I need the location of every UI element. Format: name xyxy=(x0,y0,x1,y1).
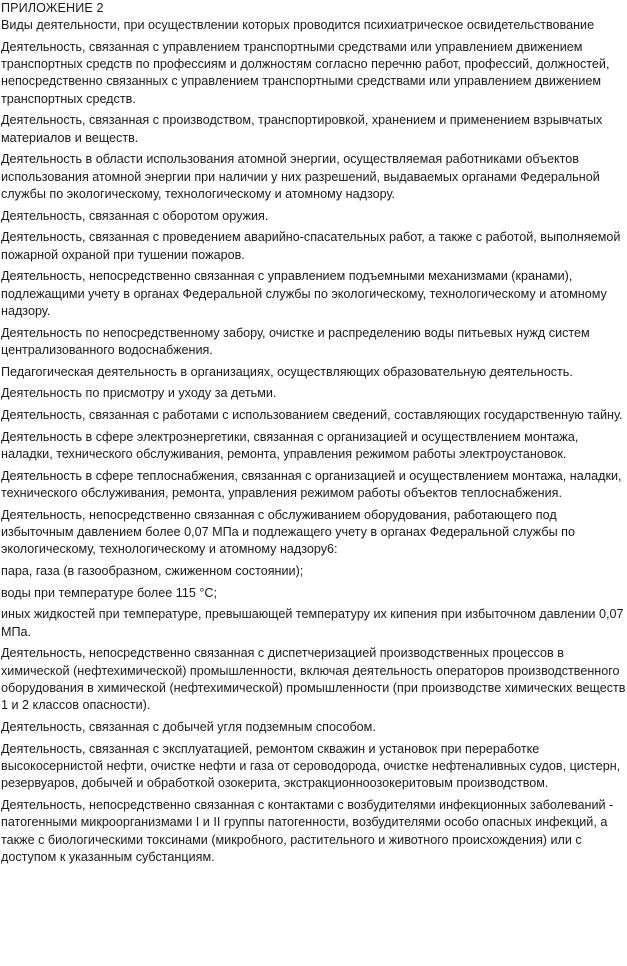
list-item: воды при температуре более 115 °С; xyxy=(1,585,217,600)
paragraph: Педагогическая деятельность в организациях, осуществляющих образовательную деятельность. xyxy=(1,364,573,379)
paragraph: Деятельность в сфере электроэнергетики, связанная с организацией и осуществлением монтажа, наладки, технического обслуживания, ремонта, управления режимом работы электроустановок. xyxy=(1,429,579,461)
paragraph: Деятельность, связанная с оборотом оружия. xyxy=(1,208,269,223)
paragraph: Деятельность, связанная с работами с использованием сведений, составляющих государственную тайну. xyxy=(1,408,623,422)
paragraph: Деятельность, связанная с эксплуатацией, ремонтом скважин и установок при переработке высокосернистой нефти, очистке нефти и газа от сероводорода, очистке нефтеналивных судов, цистерн, резервуаров, добычей и обработкой озокерита, экстракционноозокеритовым производством. xyxy=(1,741,621,791)
paragraph: Деятельность, непосредственно связанная с диспетчеризацией производственных процессов в химической (нефтехимической) промышленности, включая деятельность операторов производственного оборудования в химической (нефтехимической) промышленности (при производстве химических веществ 1 и 2 классов опасности). xyxy=(1,646,626,713)
document-title: Виды деятельности, при осуществлении которых проводится психиатрическое освидетельствование xyxy=(1,18,595,32)
paragraph: Деятельность по присмотру и уходу за детьми. xyxy=(1,386,277,401)
paragraph: Деятельность по непосредственному забору, очистке и распределению воды питьевых нужд систем централизованного водоснабжения. xyxy=(1,325,590,358)
appendix-heading: ПРИЛОЖЕНИЕ 2 xyxy=(1,1,104,15)
paragraph: Деятельность, связанная с проведением аварийно-спасательных работ, а также с работой, выполняемой пожарной охраной при тушении пожаров. xyxy=(1,230,621,262)
paragraph: Деятельность, непосредственно связанная с контактами с возбудителями инфекционных заболеваний - патогенными микроорганизмами I и II группы патогенности, возбудителями особо опасных инфекций, а также с биологическими токсинами (микробного, растительного и животного происхождения) или с доступом к указанным субстанциям. xyxy=(1,798,614,865)
paragraph: Деятельность, непосредственно связанная с обслуживанием оборудования, работающего под избыточным давлением более 0,07 МПа и подлежащего учету в органах Федеральной службы по экологическому, технологическому и атомному надзору6: xyxy=(1,507,575,557)
paragraph: Деятельность в сфере теплоснабжения, связанная с организацией и осуществлением монтажа, наладки, технического обслуживания, ремонта, управления режимом работы объектов теплоснабжения. xyxy=(1,468,622,500)
paragraph: Деятельность, связанная с добычей угля подземным способом. xyxy=(1,720,376,734)
paragraph: Деятельность в области использования атомной энергии, осуществляемая работниками объектов использования атомной энергии при наличии у них разрешений, выдаваемых органами Федеральной службы по экологическому, технологическому и атомному надзору. xyxy=(1,152,600,202)
list-item: пара, газа (в газообразном, сжиженном состоянии); xyxy=(1,564,304,578)
paragraph: Деятельность, связанная с производством, транспортировкой, хранением и применением взрывчатых материалов и веществ. xyxy=(1,113,603,145)
paragraph: Деятельность, непосредственно связанная с управлением подъемными механизмами (кранами), подлежащими учету в органах Федеральной службы по экологическому, технологическому и атомному надзору. xyxy=(1,269,607,319)
list-item: иных жидкостей при температуре, превышающей температуру их кипения при избыточном давлении 0,07 МПа. xyxy=(1,607,624,639)
paragraph: Деятельность, связанная с управлением транспортными средствами или управлением движением транспортных средств по профессиям и должностям согласно перечню работ, профессий, должностей, непосредственно связанных с управлением транспортными средствами или управлением движением транспортных средств. xyxy=(1,39,610,106)
